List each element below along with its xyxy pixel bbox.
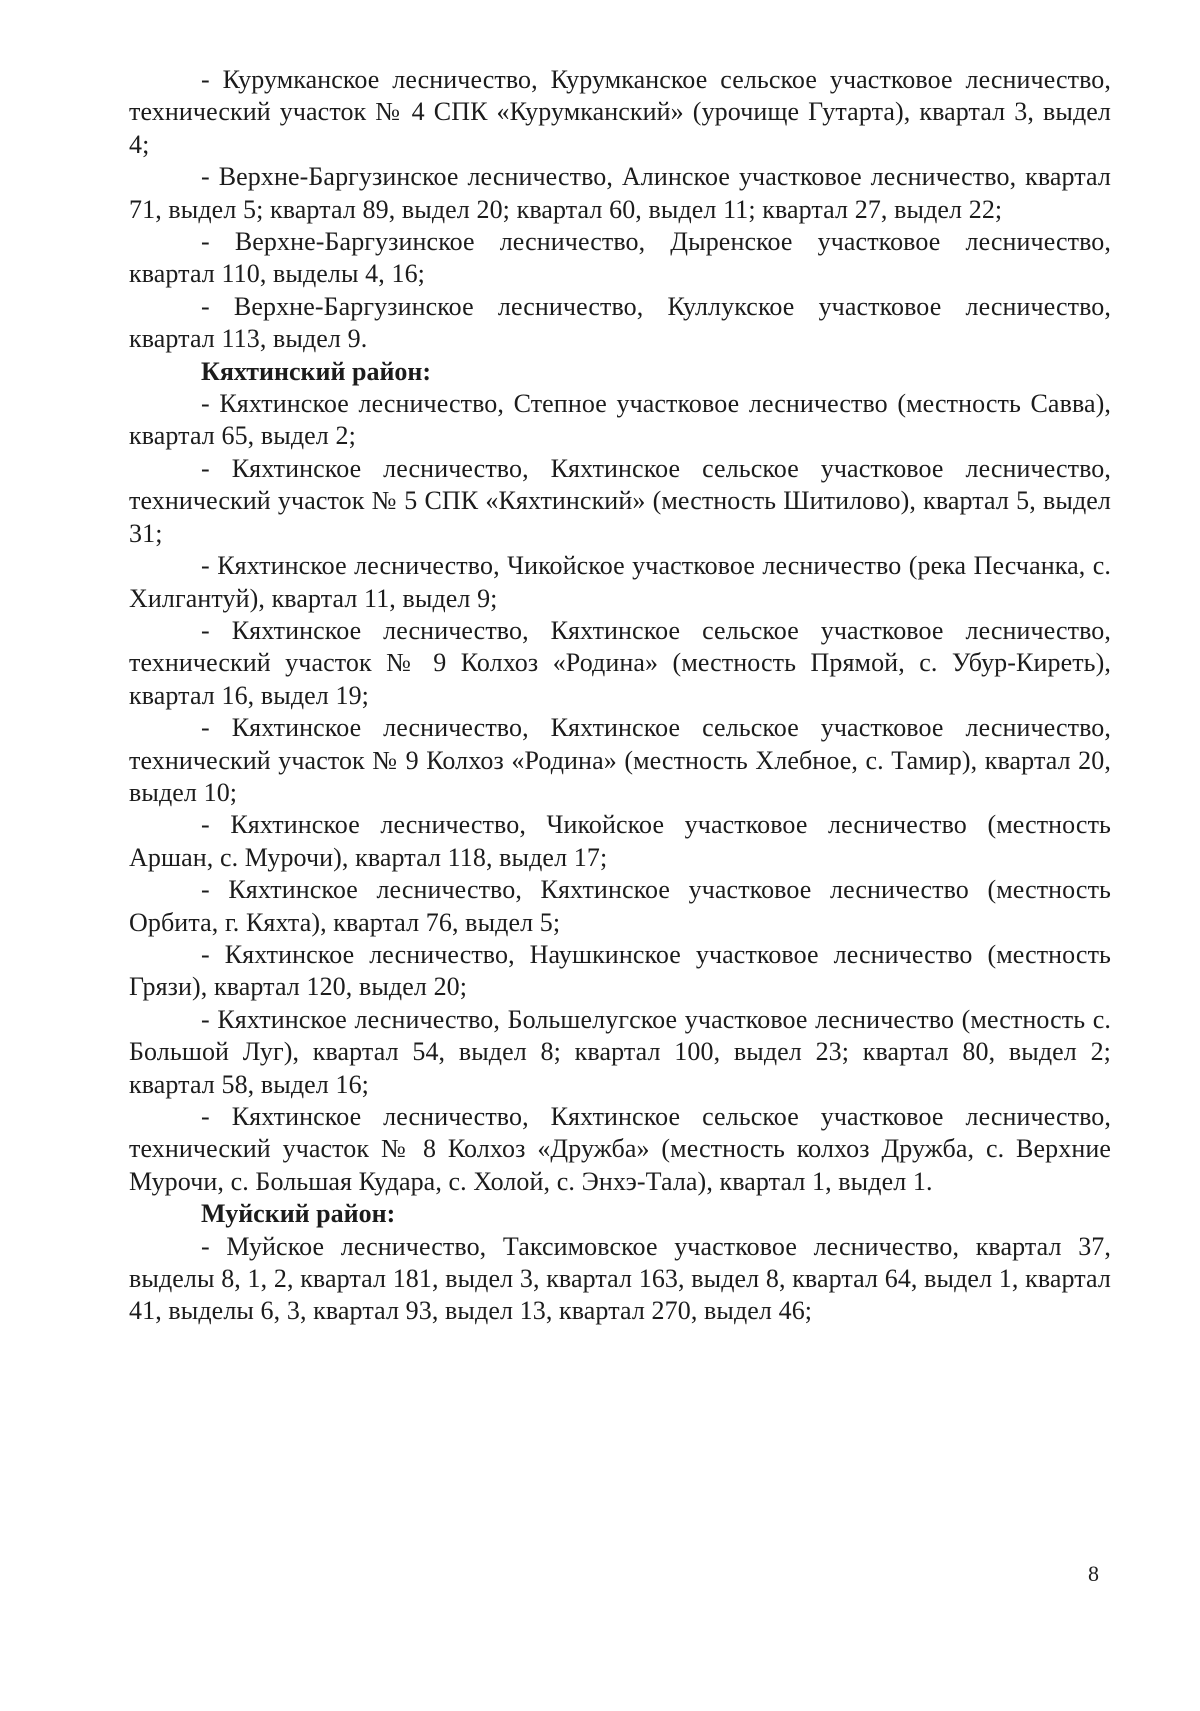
list-item: - Кяхтинское лесничество, Кяхтинское сельское участковое лесничество, технический участок № 5 СПК «Кяхтинский» (местность Шитилово), квартал 5, выдел 31; <box>129 453 1111 548</box>
list-item: - Кяхтинское лесничество, Кяхтинское сельское участковое лесничество, технический участок № 9 Колхоз «Родина» (местность Хлебное, с. Тамир), квартал 20, выдел 10; <box>129 713 1111 807</box>
list-item: - Кяхтинское лесничество, Чикойское участковое лесничество (река Песчанка, с. Хилгантуй), квартал 11, выдел 9; <box>129 551 1111 613</box>
list-item: - Кяхтинское лесничество, Кяхтинское сельское участковое лесничество, технический участок № 8 Колхоз «Дружба» (местность колхоз Дружба, с. Верхние Мурочи, с. Большая Кудара, с. Холой, с. Энхэ-Тала), квартал 1, выдел 1. <box>129 1102 1111 1196</box>
section-heading-kyakhta: Кяхтинский район: <box>201 356 432 386</box>
list-item: - Верхне-Баргузинское лесничество, Алинское участковое лесничество, квартал 71, выдел 5; квартал 89, выдел 20; квартал 60, выдел 11; квартал 27, выдел 22; <box>129 162 1111 224</box>
list-item: - Кяхтинское лесничество, Наушкинское участковое лесничество (местность Грязи), квартал 120, выдел 20; <box>129 939 1111 1002</box>
section-heading-muya: Муйский район: <box>201 1199 396 1229</box>
list-item: - Курумканское лесничество, Курумканское сельское участковое лесничество, технический участок № 4 СПК «Курумканский» (урочище Гутарта), квартал 3, выдел 4; <box>129 65 1111 159</box>
list-item: - Верхне-Баргузинское лесничество, Дыренское участковое лесничество, квартал 110, выделы 4, 16; <box>129 227 1111 289</box>
list-item: - Муйское лесничество, Таксимовское участковое лесничество, квартал 37, выделы 8, 1, 2, квартал 181, выдел 3, квартал 163, выдел 8, квартал 64, выдел 1, квартал 41, выделы 6, 3, квартал 93, выдел 13, квартал 270, выдел 46; <box>129 1231 1111 1326</box>
list-item: - Кяхтинское лесничество, Чикойское участковое лесничество (местность Аршан, с. Мурочи), квартал 118, выдел 17; <box>129 810 1111 872</box>
document-body <box>129 64 1111 1328</box>
list-item: - Кяхтинское лесничество, Кяхтинское участковое лесничество (местность Орбита, г. Кяхта), квартал 76, выдел 5; <box>129 875 1111 937</box>
page-number: 8 <box>1088 1561 1099 1586</box>
list-item: - Кяхтинское лесничество, Степное участковое лесничество (местность Савва), квартал 65, выдел 2; <box>129 389 1111 451</box>
list-item: - Верхне-Баргузинское лесничество, Куллукское участковое лесничество, квартал 113, выдел 9. <box>129 291 1111 354</box>
list-item: - Кяхтинское лесничество, Большелугское участковое лесничество (местность с. Большой Луг), квартал 54, выдел 8; квартал 100, выдел 23; квартал 80, выдел 2; квартал 58, выдел 16; <box>129 1004 1111 1099</box>
list-item: - Кяхтинское лесничество, Кяхтинское сельское участковое лесничество, технический участок № 9 Колхоз «Родина» (местность Прямой, с. Убур-Киреть), квартал 16, выдел 19; <box>129 615 1111 710</box>
